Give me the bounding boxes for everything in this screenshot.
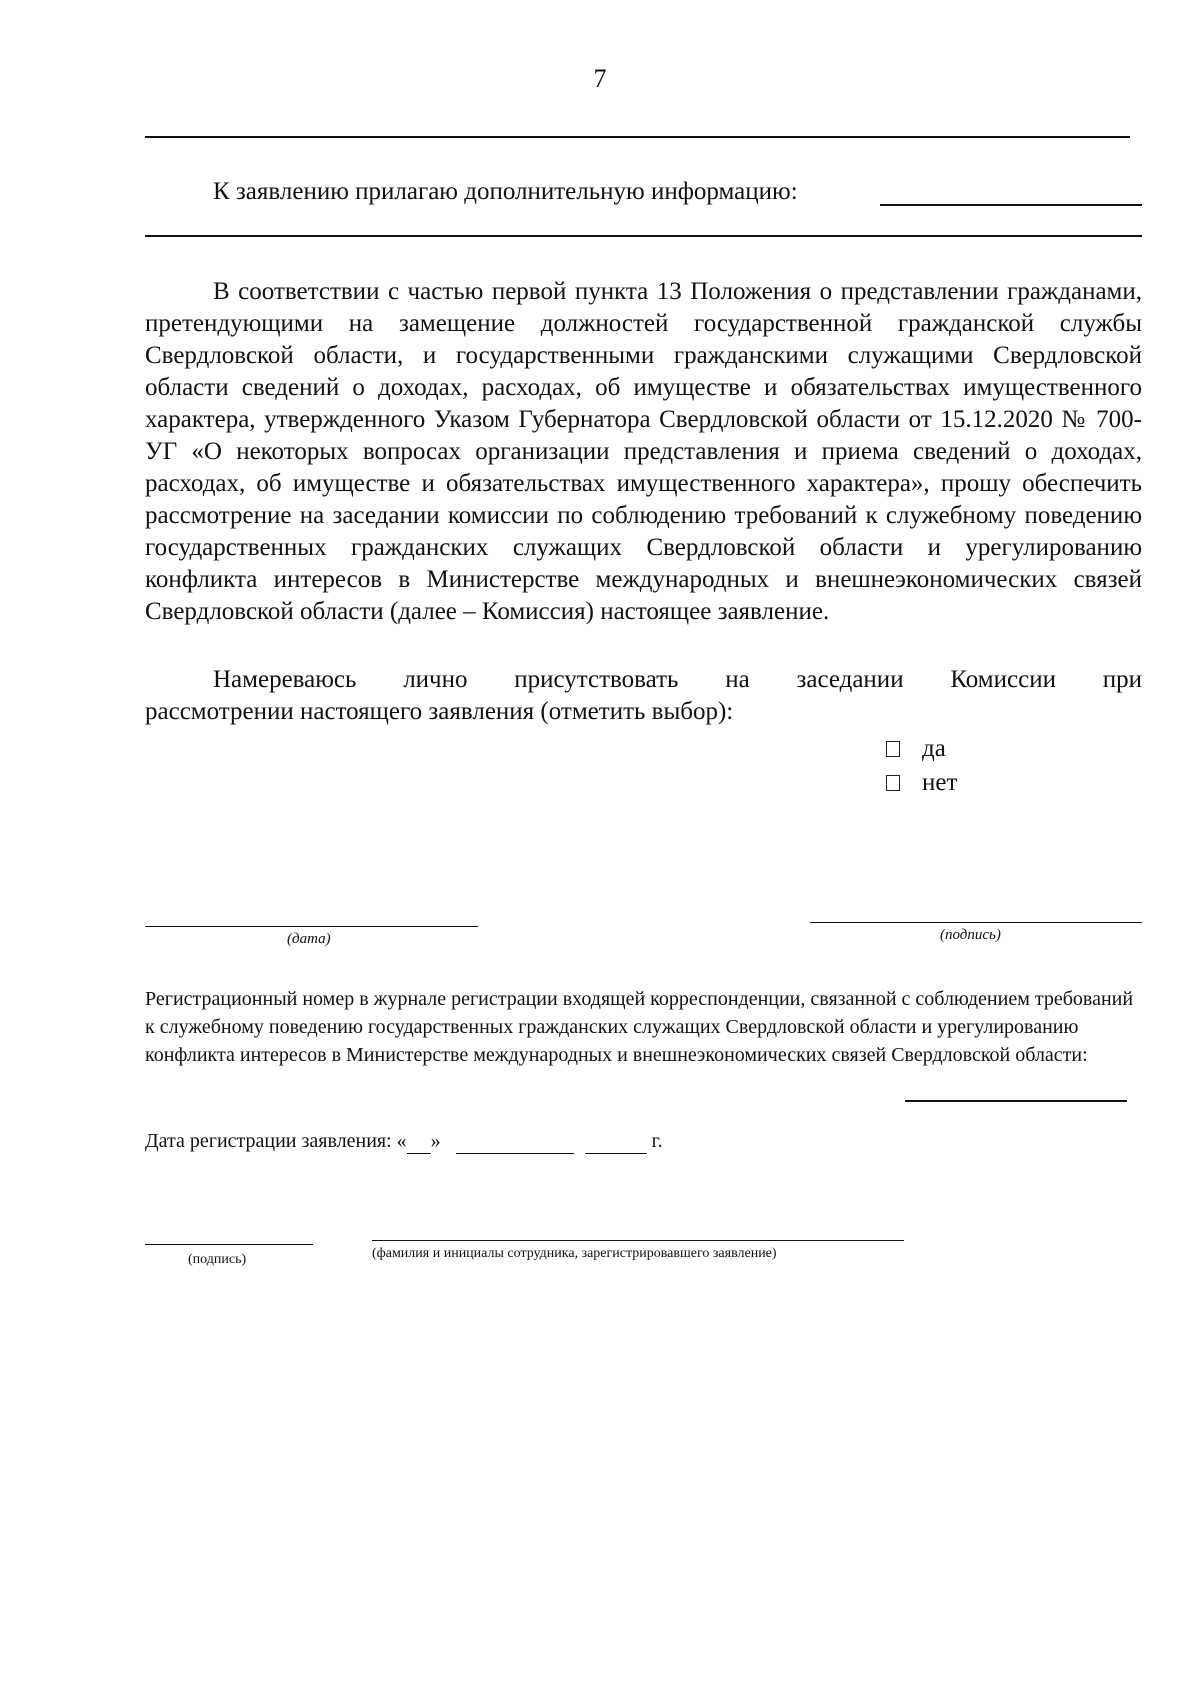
registration-month-field[interactable] (456, 1130, 574, 1154)
option-yes[interactable] (886, 732, 957, 766)
option-no[interactable] (886, 766, 957, 800)
attachment-label: К заявлению прилагаю дополнительную информацию: (213, 178, 798, 205)
attendance-options (886, 732, 957, 800)
attachment-field[interactable] (880, 204, 1142, 206)
intent-line-1: Намереваюсь лично присутствовать на заседании Комиссии при (213, 666, 1142, 693)
intent-block (145, 664, 1142, 728)
registrar-signature-caption: (подпись) (188, 1252, 247, 1267)
top-rule (145, 136, 1130, 138)
signature-line[interactable] (810, 922, 1142, 923)
signature-caption: (подпись) (940, 927, 1001, 943)
registration-year-field[interactable] (585, 1130, 647, 1154)
registration-year-suffix: г. (651, 1130, 663, 1152)
checkbox-no[interactable] (886, 775, 900, 791)
registration-text: Регистрационный номер в журнале регистрации входящей корреспонденции, связанной с соблюдением требований к служебному поведению государственных гражданских служащих Свердловской области и урегулированию конфликта интересов в Министерстве международных и внешнеэкономических связей Свердловской области: (145, 988, 1134, 1066)
registration-day-field[interactable] (407, 1130, 431, 1154)
page-number: 7 (593, 64, 607, 93)
checkbox-yes[interactable] (886, 741, 900, 757)
registrar-signature-line[interactable] (145, 1244, 313, 1245)
date-caption: (дата) (287, 931, 331, 947)
attachment-second-line[interactable] (145, 235, 1142, 237)
date-line[interactable] (145, 926, 478, 927)
registrar-name-line[interactable] (372, 1240, 904, 1241)
intent-line-2: рассмотрении настоящего заявления (отметить выбор): (145, 698, 734, 725)
registration-number-field[interactable] (905, 1100, 1127, 1102)
body-paragraph-block (145, 276, 1142, 628)
option-yes-label: да (922, 735, 946, 762)
registration-date (145, 1130, 663, 1154)
registration-date-close: » (430, 1130, 441, 1152)
registration-date-label: Дата регистрации заявления: « (145, 1130, 407, 1152)
option-no-label: нет (922, 769, 958, 796)
registrar-name-caption: (фамилия и инициалы сотрудника, зарегистрировавшего заявление) (372, 1246, 777, 1261)
request-paragraph: В соответствии с частью первой пункта 13 Положения о представлении гражданами, претендующими на замещение должностей государственной гражданской службы Свердловской области, и государственными гражданскими служащими Свердловской области сведений о доходах, расходах, об имуществе и обязательствах имущественного характера, утвержденного Указом Губернатора Свердловской области от 15.12.2020 № 700-УГ «О некоторых вопросах организации представления и приема сведений о доходах, расходах, об имуществе и обязательствах имущественного характера», прошу обеспечить рассмотрение на заседании комиссии по соблюдению требований к служебному поведению государственных гражданских служащих Свердловской области и урегулированию конфликта интересов в Министерстве международных и внешнеэкономических связей Свердловской области (далее – Комиссия) настоящее заявление. (145, 278, 1142, 625)
